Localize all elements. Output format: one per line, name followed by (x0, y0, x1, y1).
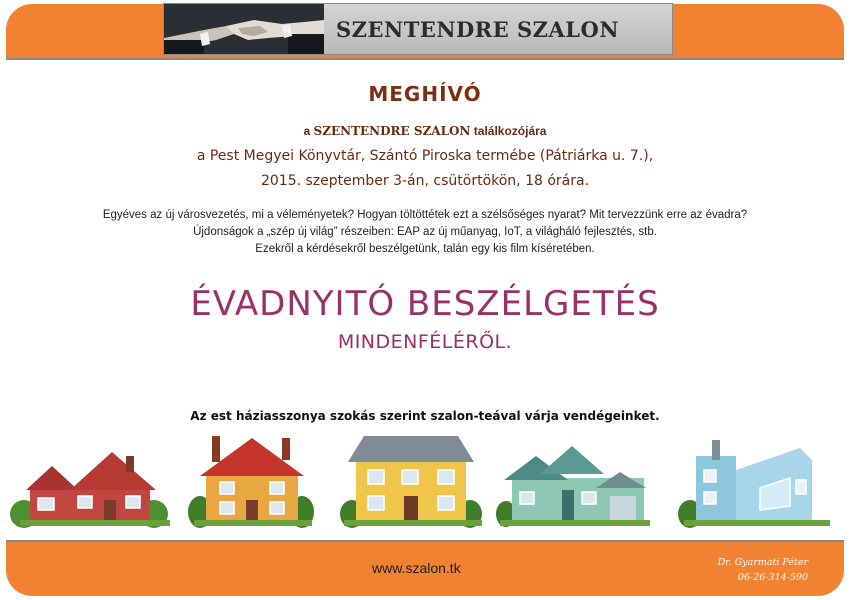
orange-house-icon (188, 436, 314, 528)
meeting-line (0, 124, 850, 138)
invitation-heading: MEGHÍVÓ (368, 82, 482, 106)
date-line: 2015. szeptember 3-án, csütörtökön, 18 órára. (260, 173, 590, 189)
signature-block (718, 555, 808, 585)
news-paragraph: Újdonságok a „szép új világ” részeiben: EAP az új műanyag, IoT, a világháló fejlesztés, stb. (193, 226, 657, 238)
handshake-icon (164, 4, 324, 54)
salon-name: SZENTENDRE SZALON (313, 124, 471, 138)
red-house-icon (10, 452, 170, 528)
signature-name: Dr. Gyarmati Péter (717, 557, 808, 568)
banner-title: SZENTENDRE SZALON (336, 17, 620, 42)
signature-phone: 06-26-314-590 (737, 572, 808, 583)
houses-illustration (0, 430, 850, 538)
event-subheadline: MINDENFÉLÉRŐL. (337, 331, 513, 353)
green-house-icon (496, 446, 650, 527)
meeting-prefix: a (303, 124, 311, 138)
host-note: Az est háziasszonya szokás szerint szalon-teával várja vendégeinket. (190, 409, 660, 423)
website-link[interactable]: www.szalon.tk (372, 560, 461, 576)
venue-line: a Pest Megyei Könyvtár, Szántó Piroska termébe (Pátriárka u. 7.), (196, 148, 654, 164)
meeting-suffix: találkozójára (473, 124, 547, 138)
yellow-house-icon (340, 436, 482, 528)
intro-paragraph: Egyéves az új városvezetés, mi a véleményetek? Hogyan töltöttétek ezt a szélsőséges nyarat? Mit tervezzünk erre az évadra? (102, 209, 748, 221)
topic-paragraph: Ezekről a kérdésekről beszélgetünk, talán egy kis film kíséretében. (255, 243, 595, 255)
event-headline: ÉVADNYITÓ BESZÉLGETÉS (190, 284, 660, 324)
blue-house-icon (678, 440, 830, 528)
header-banner (163, 3, 673, 55)
